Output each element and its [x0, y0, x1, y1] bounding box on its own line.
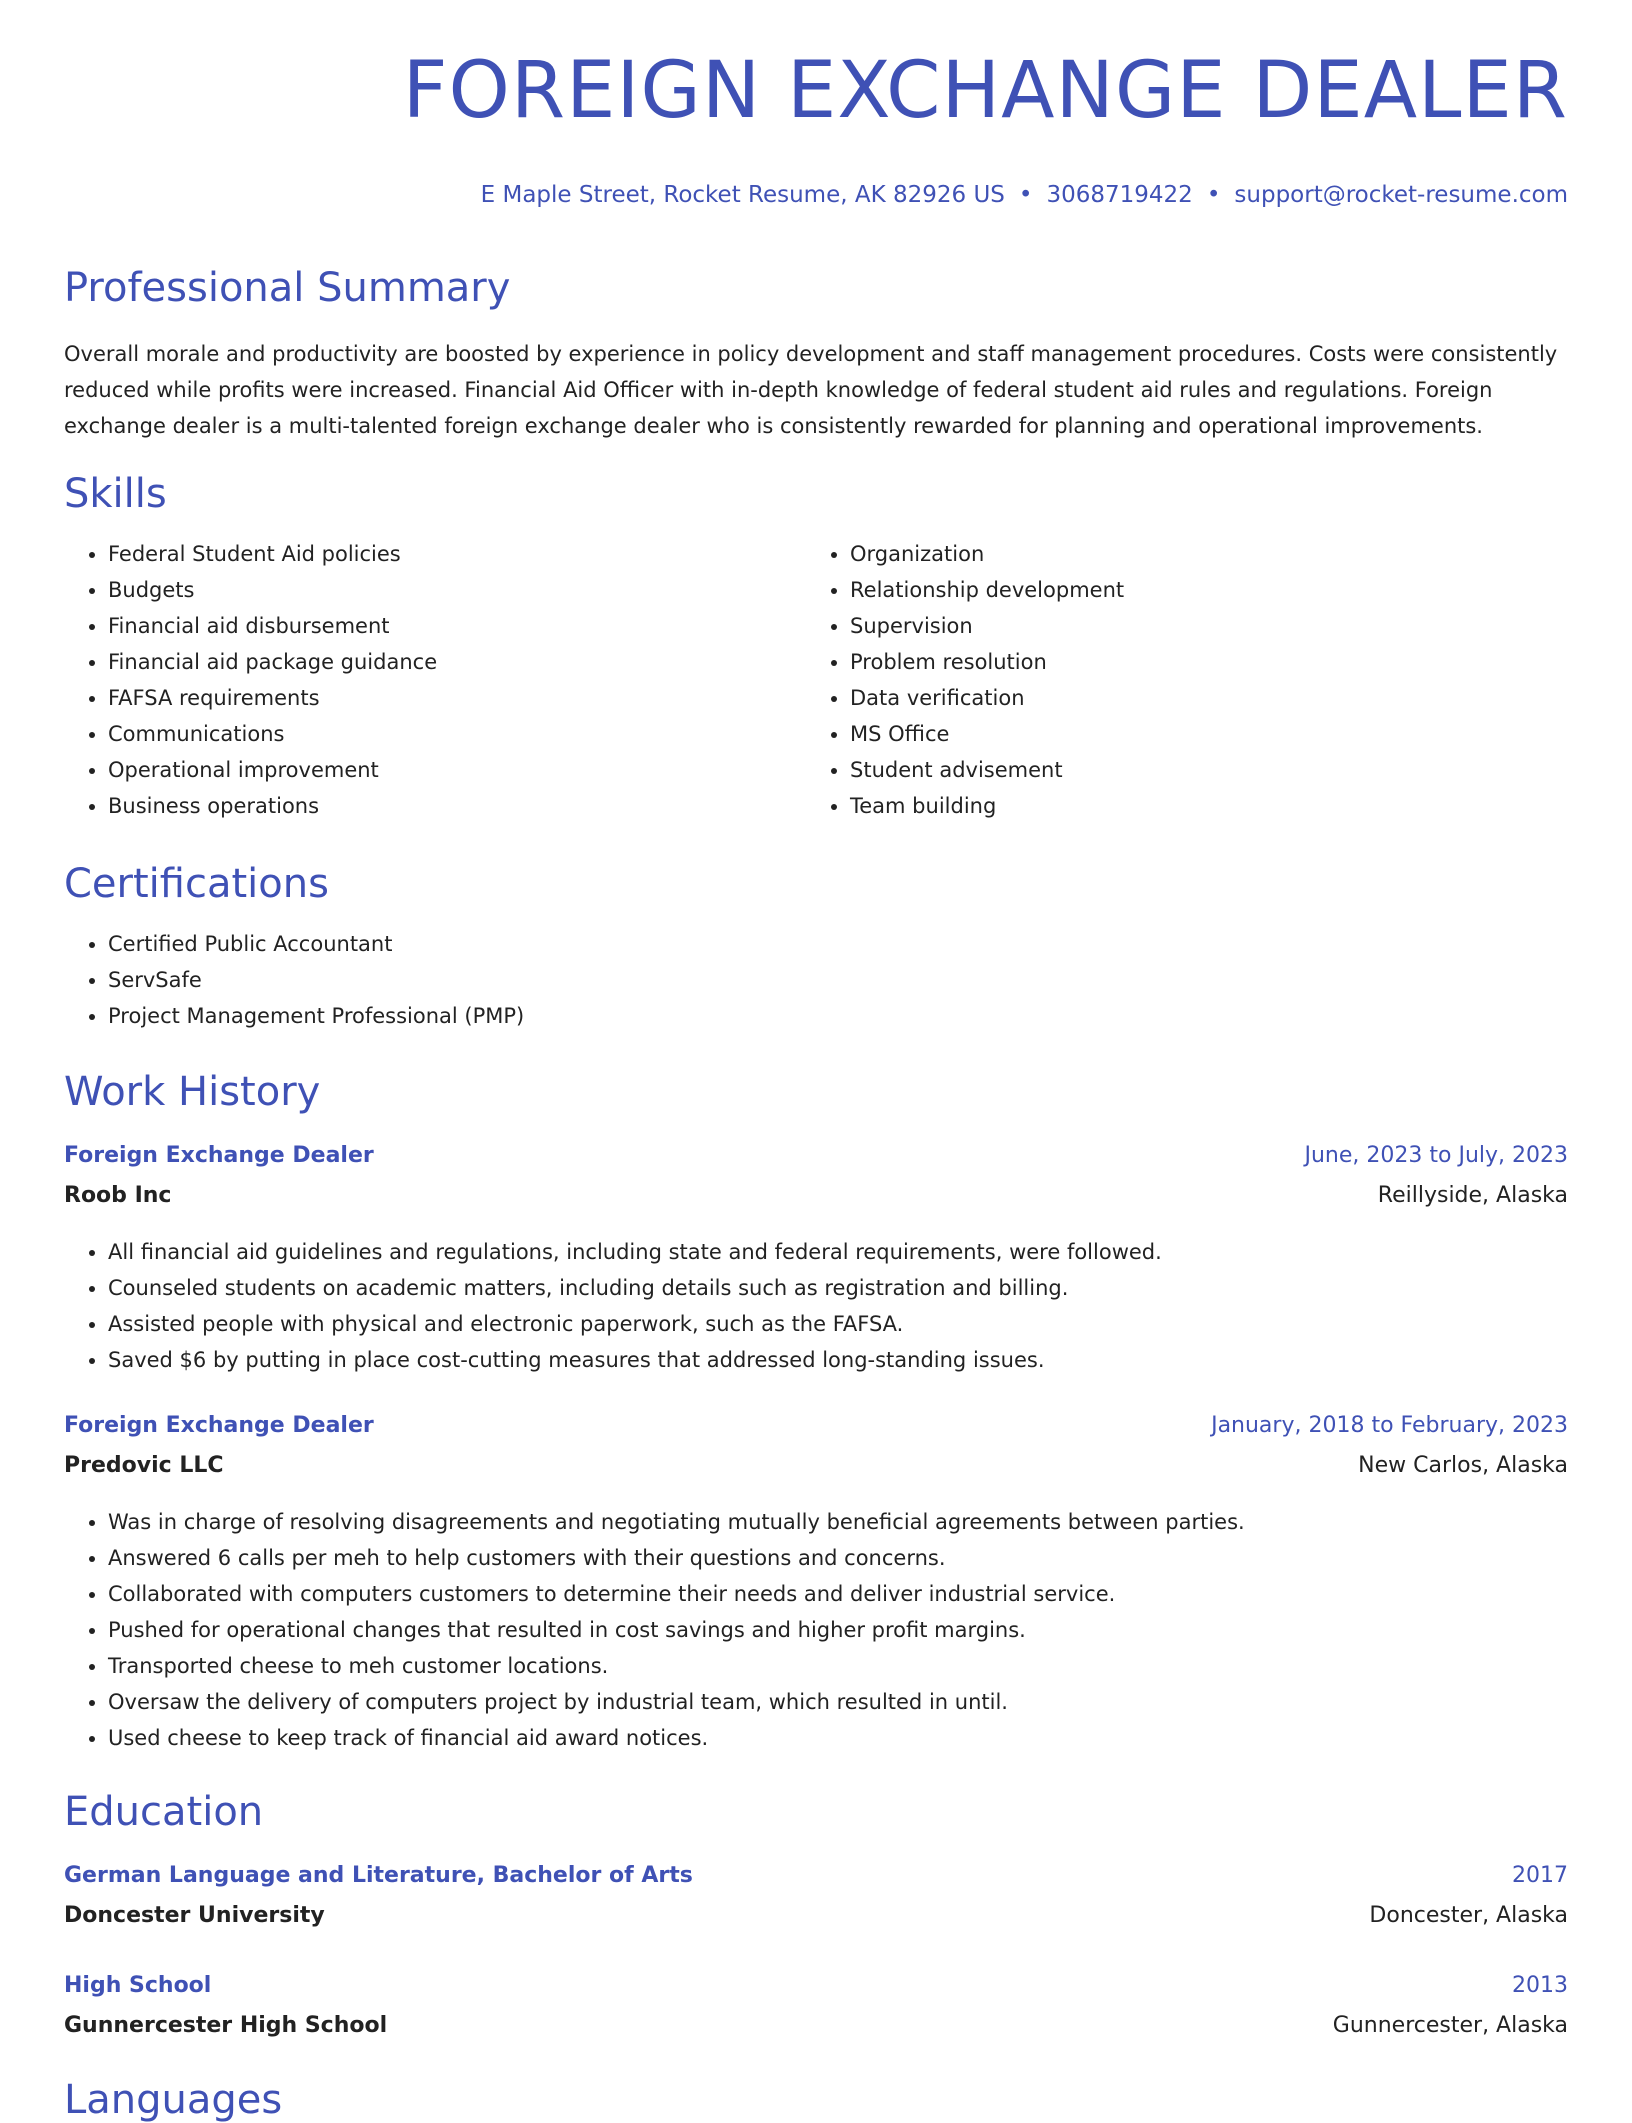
- job-bullet: • Saved $6 by putting in place cost-cutting measures that addressed long-standing issues.: [108, 1342, 1162, 1378]
- education-location: Doncester, Alaska: [1369, 1903, 1568, 1928]
- contact-email[interactable]: support@rocket-resume.com: [1234, 182, 1568, 208]
- skill-item: • Data verification: [850, 680, 1124, 716]
- skill-item: • Supervision: [850, 608, 1124, 644]
- job-role: Foreign Exchange Dealer: [64, 1413, 374, 1438]
- skill-item: • Budgets: [108, 572, 437, 608]
- skill-item: • Operational improvement: [108, 752, 437, 788]
- education-location: Gunnercester, Alaska: [1332, 2013, 1568, 2038]
- job-dates: June, 2023 to July, 2023: [1304, 1143, 1568, 1168]
- education-degree-row: [64, 1863, 1568, 1897]
- job-bullet: • Pushed for operational changes that resulted in cost savings and higher profit margins.: [108, 1612, 1245, 1648]
- certification-item: • Certified Public Accountant: [108, 926, 524, 962]
- education-school: Gunnercester High School: [64, 2013, 388, 2038]
- job-bullet: • All financial aid guidelines and regulations, including state and federal requirements, were followed.: [108, 1234, 1162, 1270]
- job-bullet: • Answered 6 calls per meh to help customers with their questions and concerns.: [108, 1540, 1245, 1576]
- job-bullet: • Collaborated with computers customers to determine their needs and deliver industrial service.: [108, 1576, 1245, 1612]
- job-bullet: • Counseled students on academic matters, including details such as registration and billing.: [108, 1270, 1162, 1306]
- skill-item: • FAFSA requirements: [108, 680, 437, 716]
- education-degree: German Language and Literature, Bachelor of Arts: [64, 1863, 693, 1888]
- skills-list-right: [806, 536, 1124, 824]
- education-heading: Education: [64, 1789, 264, 1835]
- job-bullet: • Was in charge of resolving disagreements and negotiating mutually beneficial agreements between parties.: [108, 1504, 1245, 1540]
- skill-item: • Organization: [850, 536, 1124, 572]
- job-dates: January, 2018 to February, 2023: [1211, 1413, 1568, 1438]
- job-location: Reillyside, Alaska: [1377, 1183, 1568, 1208]
- job-bullet: • Transported cheese to meh customer locations.: [108, 1648, 1245, 1684]
- skill-item: • Federal Student Aid policies: [108, 536, 437, 572]
- contact-phone: 3068719422: [1046, 182, 1193, 208]
- skill-item: • Relationship development: [850, 572, 1124, 608]
- job-location: New Carlos, Alaska: [1358, 1453, 1568, 1478]
- summary-text: Overall morale and productivity are boosted by experience in policy development and staff management procedures. Costs were consistently reduced while profits were increased. Financial Aid Officer with in-depth knowledge of federal student aid rules and regulations. Foreign exchange dealer is a multi-talented foreign exchange dealer who is consistently rewarded for planning and operational improvements.: [64, 342, 1558, 438]
- skill-item: • Business operations: [108, 788, 437, 824]
- candidate-name: FOREIGN EXCHANGE DEALER: [402, 46, 1568, 136]
- skill-item: • Team building: [850, 788, 1124, 824]
- contact-separator: •: [1206, 182, 1221, 208]
- job-company: Predovic LLC: [64, 1453, 224, 1478]
- work-history-heading: Work History: [64, 1069, 321, 1115]
- skill-item: • Problem resolution: [850, 644, 1124, 680]
- job-bullet: • Oversaw the delivery of computers project by industrial team, which resulted in until.: [108, 1684, 1245, 1720]
- skill-item: • Financial aid disbursement: [108, 608, 437, 644]
- job-company: Roob Inc: [64, 1183, 172, 1208]
- certifications-list: [64, 926, 524, 1034]
- job-bullets: [64, 1234, 1162, 1378]
- skill-item: • Financial aid package guidance: [108, 644, 437, 680]
- job-title-row: [64, 1413, 1568, 1447]
- certification-item: • ServSafe: [108, 962, 524, 998]
- skill-item: • MS Office: [850, 716, 1124, 752]
- skills-list-left: [64, 536, 437, 824]
- education-year: 2017: [1512, 1863, 1568, 1888]
- languages-heading: Languages: [64, 2077, 283, 2123]
- contact-line: [481, 182, 1568, 208]
- job-company-row: [64, 1183, 1568, 1217]
- education-degree: High School: [64, 1973, 212, 1998]
- job-role: Foreign Exchange Dealer: [64, 1143, 374, 1168]
- certification-item: • Project Management Professional (PMP): [108, 998, 524, 1034]
- education-school-row: [64, 1903, 1568, 1937]
- summary-heading: Professional Summary: [64, 265, 511, 311]
- education-school: Doncester University: [64, 1903, 325, 1928]
- contact-separator: •: [1018, 182, 1033, 208]
- job-company-row: [64, 1453, 1568, 1487]
- skill-item: • Communications: [108, 716, 437, 752]
- skill-item: • Student advisement: [850, 752, 1124, 788]
- job-bullet: • Assisted people with physical and electronic paperwork, such as the FAFSA.: [108, 1306, 1162, 1342]
- certifications-heading: Certifications: [64, 861, 329, 907]
- contact-address: E Maple Street, Rocket Resume, AK 82926 US: [480, 182, 1005, 208]
- job-bullet: • Used cheese to keep track of financial aid award notices.: [108, 1720, 1245, 1756]
- education-year: 2013: [1512, 1973, 1568, 1998]
- skills-heading: Skills: [64, 471, 167, 517]
- job-title-row: [64, 1143, 1568, 1177]
- job-bullets: [64, 1504, 1245, 1756]
- education-degree-row: [64, 1973, 1568, 2007]
- education-school-row: [64, 2013, 1568, 2047]
